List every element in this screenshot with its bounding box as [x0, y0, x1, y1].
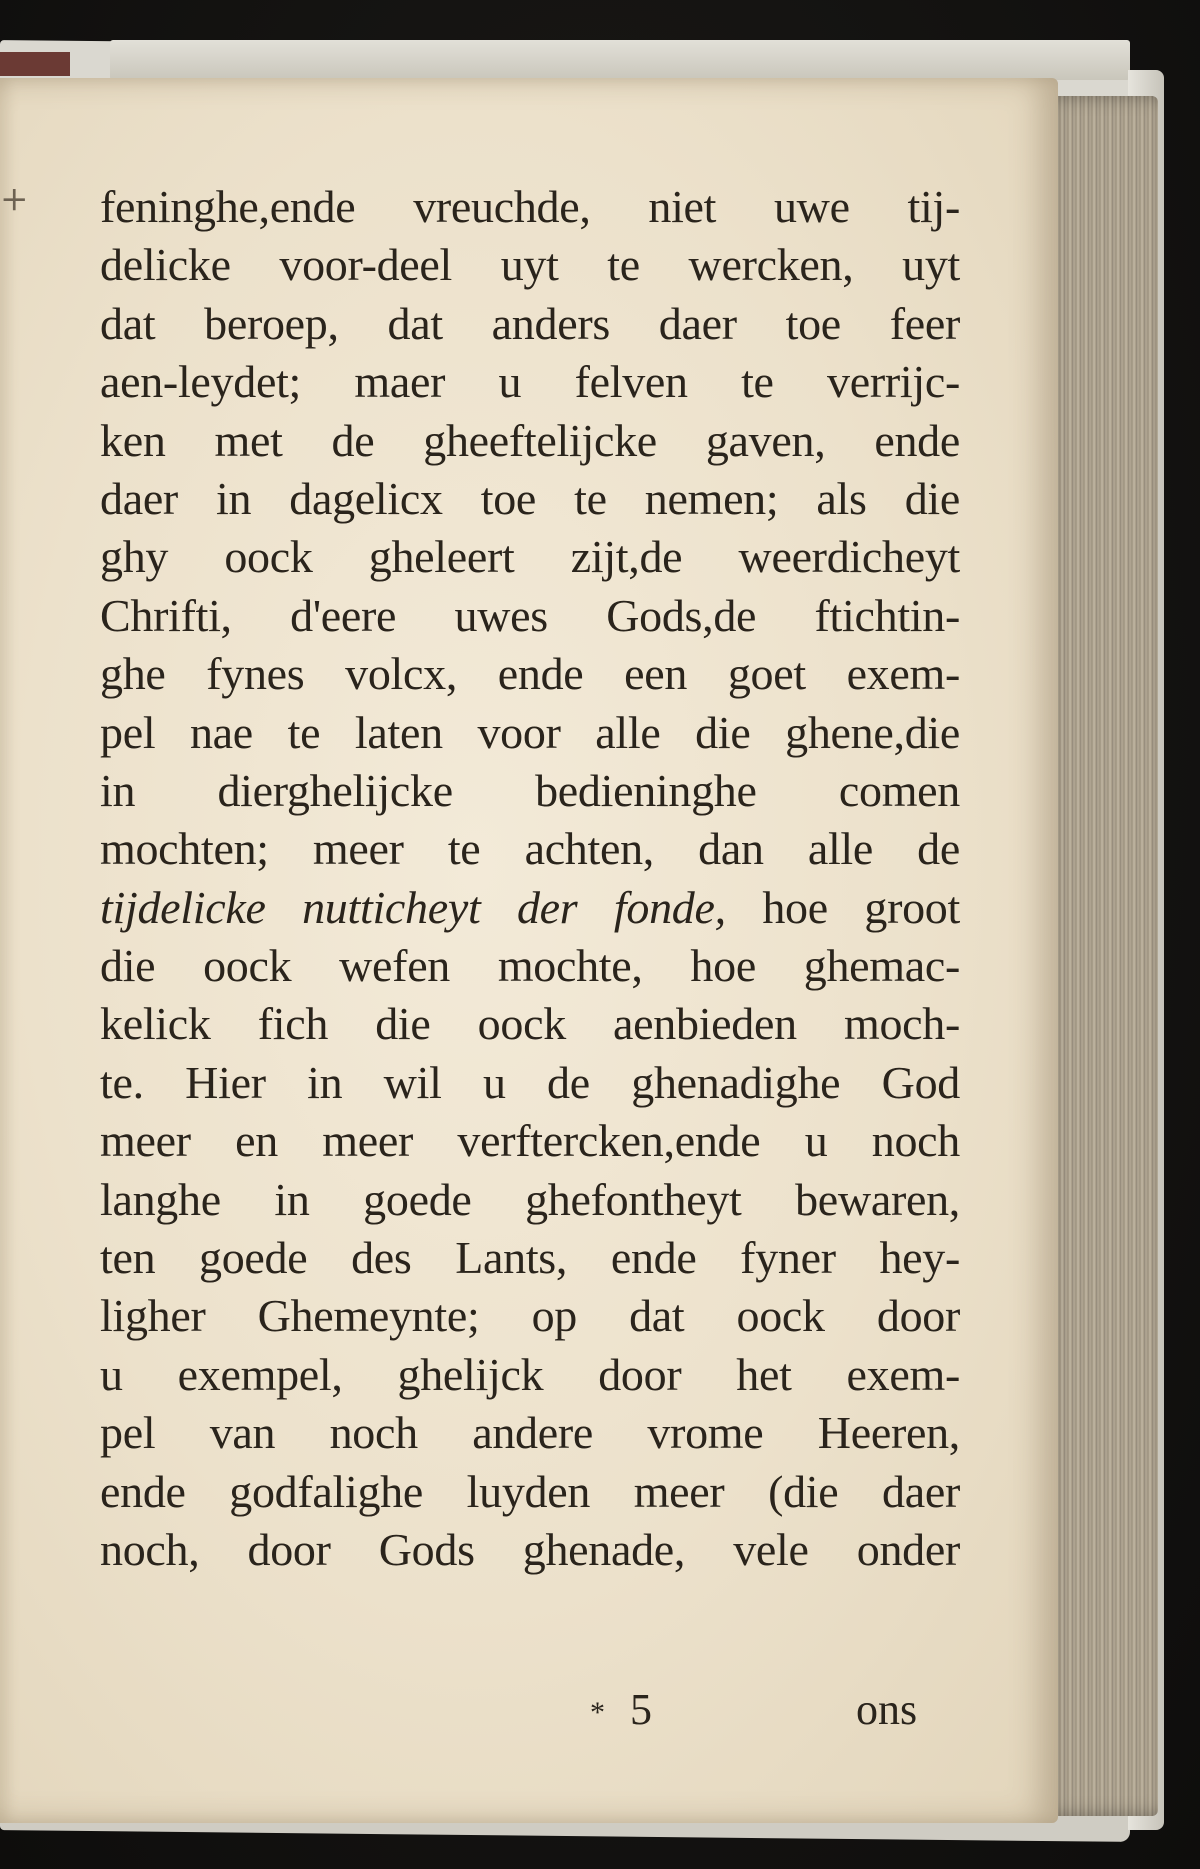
- roman-phrase: hoe groot: [725, 881, 960, 933]
- text-line: ghe fynes volcx, ende een goet exem-: [100, 648, 960, 700]
- text-line: in dierghelijcke bedieninghe comen: [100, 764, 960, 816]
- text-line: dat beroep, dat anders daer toe feer: [100, 297, 960, 349]
- text-line: feninghe,ende vreuchde, niet uwe tij-: [100, 181, 960, 232]
- text-line: ligher Ghemeynte; op dat oock door: [100, 1290, 960, 1342]
- text-line: die oock wefen mochte, hoe ghemac-: [100, 940, 960, 992]
- text-line: ken met de gheeftelijcke gaven, ende: [100, 414, 960, 466]
- text-line: aen-leydet; maer u felven te verrijc-: [100, 356, 960, 408]
- text-line: ten goede des Lants, ende fyner hey-: [100, 1232, 960, 1284]
- text-line: noch, door Gods ghenade, vele onder: [100, 1523, 960, 1575]
- text-line: ende godfalighe luyden meer (die daer: [100, 1465, 960, 1517]
- text-line: kelick fich die oock aenbieden moch-: [100, 998, 960, 1050]
- text-line-mixed: [100, 879, 960, 937]
- book-page: [0, 78, 1058, 1823]
- text-line: meer en meer verftercken,ende u noch: [100, 1115, 960, 1167]
- cover-top-edge: [110, 40, 1130, 80]
- text-line: mochten; meer te achten, dan alle de: [100, 823, 960, 875]
- signature-mark: *: [590, 1696, 605, 1729]
- text-line: pel nae te laten voor alle die ghene,die: [100, 706, 960, 758]
- gutter-mark: +: [0, 179, 29, 219]
- text-line: ghy oock gheleert zijt,de weerdicheyt: [100, 531, 960, 583]
- text-line: langhe in goede ghefontheyt bewaren,: [100, 1173, 960, 1225]
- text-line: Chrifti, d'eere uwes Gods,de ftichtin-: [100, 589, 960, 641]
- text-line: te. Hier in wil u de ghenadighe God: [100, 1056, 960, 1108]
- catchword: ons: [856, 1685, 918, 1734]
- signature-number: 5: [630, 1685, 652, 1734]
- italic-phrase: tijdelicke nutticheyt der fonde,: [100, 881, 726, 933]
- text-line: delicke voor-deel uyt te wercken, uyt: [100, 239, 960, 291]
- body-text: [100, 178, 960, 1579]
- text-line: daer in dagelicx toe te nemen; als die: [100, 472, 960, 524]
- spine-binding: [0, 52, 70, 76]
- text-line: pel van noch andere vrome Heeren,: [100, 1407, 960, 1459]
- text-line: u exempel, ghelijck door het exem-: [100, 1348, 960, 1400]
